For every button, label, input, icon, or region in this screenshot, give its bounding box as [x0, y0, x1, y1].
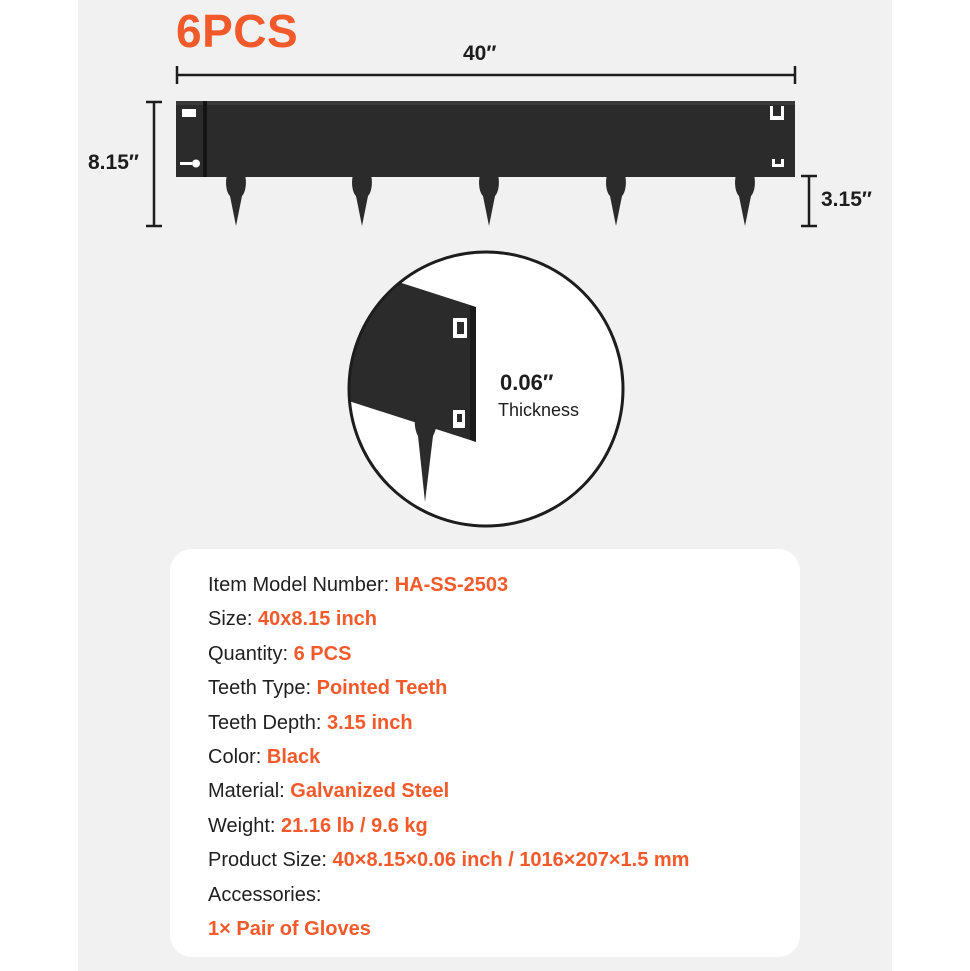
spec-row-material [208, 774, 689, 808]
spec-value: 3.15 inch [326, 711, 413, 734]
spec-value: Galvanized Steel [290, 780, 450, 803]
quantity-title: 6PCS [176, 5, 299, 57]
tooth [735, 162, 755, 226]
spec-label: Weight: [208, 814, 276, 837]
teeth-depth-label: 3.15′′ [821, 188, 872, 211]
tooth [606, 162, 626, 226]
spec-row-product-size [208, 843, 689, 877]
spec-row-weight [208, 809, 689, 843]
width-label: 40′′ [463, 42, 497, 65]
spec-label: Color: [208, 745, 262, 768]
spec-label: Quantity: [208, 642, 289, 665]
spec-label: Teeth Depth: [208, 711, 322, 734]
spec-row-size [208, 602, 689, 636]
spec-label: Material: [208, 780, 285, 803]
spec-row-gloves [208, 912, 689, 946]
thickness-value: 0.06′′ [500, 370, 554, 395]
width-dimension-line [177, 66, 795, 84]
spec-list [208, 568, 689, 946]
thickness-label: Thickness [498, 400, 580, 420]
spec-value: Black [266, 745, 321, 768]
height-label: 8.15′′ [88, 151, 139, 174]
spec-value: 40×8.15×0.06 inch / 1016×207×1.5 mm [332, 849, 690, 872]
spec-value: 40x8.15 inch [258, 608, 377, 631]
spec-row-accessories [208, 878, 689, 912]
spec-label: Product Size: [208, 849, 327, 872]
teeth-depth-dimension-line [801, 176, 817, 226]
spec-label: Accessories: [208, 883, 322, 906]
spec-label: Size: [208, 608, 253, 631]
spec-row-color [208, 740, 689, 774]
tooth [479, 162, 499, 226]
height-dimension-line [146, 102, 162, 226]
spec-value: 21.16 lb / 9.6 kg [281, 814, 428, 837]
spec-value: 6 PCS [293, 642, 352, 665]
zoom-detail-circle [330, 252, 623, 526]
spec-value: HA-SS-2503 [394, 574, 509, 596]
spec-value: Pointed Teeth [316, 677, 448, 700]
spec-label: Teeth Type: [208, 677, 312, 700]
tooth [352, 162, 372, 226]
spec-label: Item Model Number: [208, 574, 390, 596]
spec-row-model [208, 568, 689, 602]
spec-value: 1× Pair of Gloves [208, 917, 371, 940]
spec-row-quantity [208, 637, 689, 671]
tooth [226, 162, 246, 226]
spec-row-teeth-depth [208, 706, 689, 740]
spec-row-teeth-type [208, 671, 689, 705]
